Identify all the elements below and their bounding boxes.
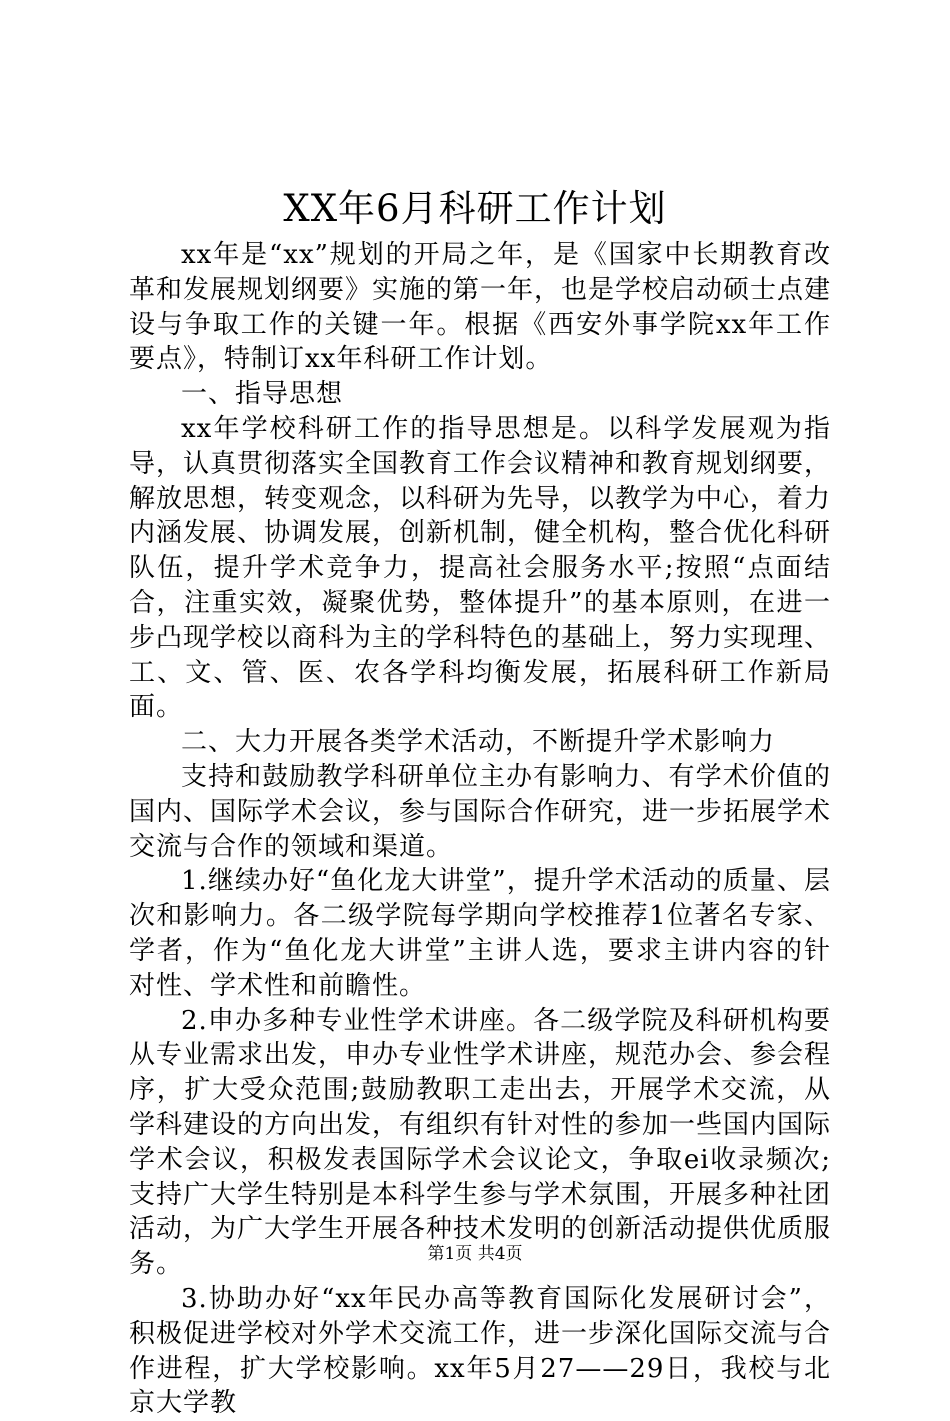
page-footer: 第1页 共4页 [427, 1244, 523, 1264]
paragraph-guiding-thought: xx年学校科研工作的指导思想是。以科学发展观为指导，认真贯彻落实全国教育工作会议精神和教育规划纲要，解放思想，转变观念，以科研为先导，以教学为中心，着力内涵发展、协调发展，创新机制，健全机构，整合优化科研队伍，提升学术竞争力，提高社会服务水平;按照“点面结合，注重实效，凝聚优势，整体提升”的基本原则，在进一步凸现学校以商科为主的学科特色的基础上，努力实现理、工、文、管、医、农各学科均衡发展，拓展科研工作新局面。 [129, 413, 832, 723]
paragraph-intro: xx年是“xx”规划的开局之年，是《国家中长期教育改革和发展规划纲要》实施的第一年，也是学校启动硕士点建设与争取工作的关键一年。根据《西安外事学院xx年工作要点》，特制订xx年科研工作计划。 [129, 240, 832, 375]
section-heading-guiding-thought: 一、指导思想 [181, 379, 344, 410]
document-title: XX年6月科研工作计划 [283, 187, 667, 230]
section-heading-academic-activities: 二、大力开展各类学术活动，不断提升学术影响力 [181, 727, 776, 758]
paragraph-academic-support: 支持和鼓励教学科研单位主办有影响力、有学术价值的国内、国际学术会议，参与国际合作研究，进一步拓展学术交流与合作的领域和渠道。 [129, 761, 832, 862]
list-item-1: 1.继续办好“鱼化龙大讲堂”，提升学术活动的质量、层次和影响力。各二级学院每学期向学校推荐1位著名专家、学者，作为“鱼化龙大讲堂”主讲人选，要求主讲内容的针对性、学术性和前瞻性。 [129, 866, 831, 1001]
list-item-3: 3.协助办好“xx年民办高等教育国际化发展研讨会”，积极促进学校对外学术交流工作，进一步深化国际交流与合作进程，扩大学校影响。xx年5月27——29日，我校与北京大学教 [129, 1283, 832, 1419]
list-item-2: 2.申办多种专业性学术讲座。各二级学院及科研机构要从专业需求出发，申办专业性学术讲座，规范办会、参会程序，扩大受众范围;鼓励教职工走出去，开展学术交流，从学科建设的方向出发，有组织有针对性的参加一些国内国际学术会议，积极发表国际学术会议论文，争取ei收录频次;支持广大学生特别是本科学生参与学术氛围，开展多种社团活动，为广大学生开展各种技术发明的创新活动提供优质服务。 [129, 1005, 832, 1280]
